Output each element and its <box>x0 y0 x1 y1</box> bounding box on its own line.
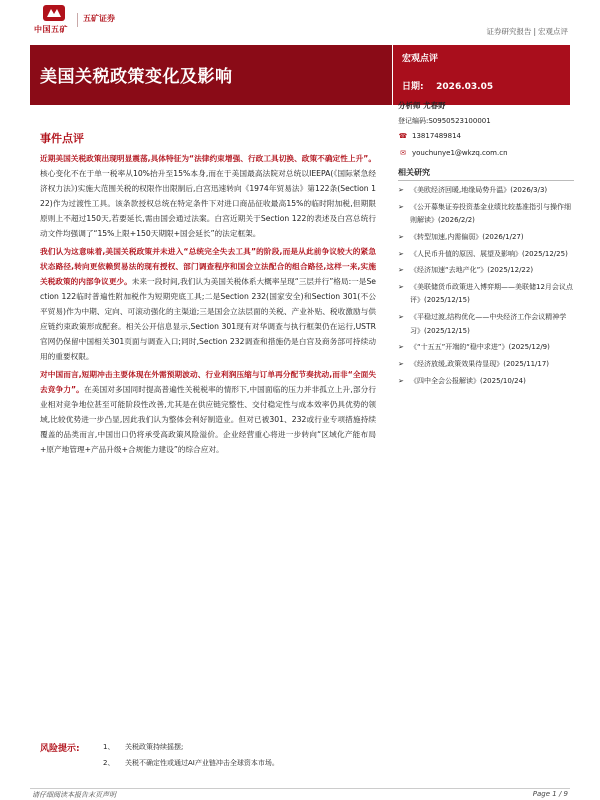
paragraph-1-body: 核心变化不在于单一税率从10%抬升至15%本身,而在于美国最高法院对总统以IEEPA(《国际紧急经济权力法》)实施大范围关税的权限作出限制后,白宫迅速转向《1974年贸易法》第122条(Section 122)作为过渡性工具。该条款授权总统在特定条件下对进口商品征收最高15%的临时附加税,但期限原则上不超过150天,若要延长,需由国会通过法案。白宫近期关于Section 122的表述及白宫总统行动文件均强调了“15%上限+150天期限+国会延长”的法定框架。 <box>40 169 376 238</box>
main-content <box>40 151 376 457</box>
report-category: 宏观点评 <box>538 27 568 36</box>
arrow-icon: ➢ <box>398 343 404 352</box>
risk-item-text: 关税政策持续摇摆; <box>125 743 184 751</box>
report-type: 证券研究报告 <box>486 27 532 36</box>
related-item[interactable]: ➢ 《转型加速,内需偏弱》(2026/1/27) <box>398 231 574 245</box>
risk-item <box>103 758 279 768</box>
meta-banner <box>393 45 570 105</box>
date-value: 2026.03.05 <box>436 82 494 92</box>
footer-divider <box>30 788 570 789</box>
analyst-name: 分析师 尤春野 <box>398 101 446 110</box>
arrow-icon: ➢ <box>398 376 404 385</box>
email-icon: ✉ <box>400 149 406 157</box>
risk-item-number: 2、 <box>103 759 115 767</box>
company-logo <box>30 4 140 34</box>
risk-item <box>103 742 183 752</box>
related-item[interactable]: ➢ 《平稳过渡,结构优化——中央经济工作会议精神学习》(2025/12/15) <box>398 313 567 335</box>
related-item[interactable]: ➢ 《美欧经济回暖,地缘局势升温》(2026/3/3) <box>398 184 574 198</box>
analyst-phone <box>398 132 461 140</box>
risk-item-text: 关税不确定性或通过AI产业链冲击全球资本市场。 <box>125 759 279 767</box>
paragraph-1 <box>40 151 376 241</box>
page-number: Page 1 / 9 <box>532 790 568 798</box>
related-item[interactable]: ➢ 《公开募集证券投资基金业绩比较基准指引与操作细则解读》(2026/2/2) <box>398 202 571 225</box>
analyst-email[interactable] <box>398 149 508 157</box>
related-item[interactable]: ➢ 《人民币升值的原因、展望及影响》(2025/12/25) <box>398 248 574 262</box>
phone-icon: ☎ <box>398 132 408 140</box>
related-research-title: 相关研究 <box>398 168 430 177</box>
email-address[interactable]: youchunye1@wkzq.com.cn <box>412 149 508 157</box>
header-separator: | <box>533 27 536 36</box>
arrow-icon: ➢ <box>398 266 404 275</box>
related-divider <box>398 180 574 181</box>
section-title: 事件点评 <box>40 132 84 145</box>
related-item[interactable]: ➢ 《四中全会公报解读》(2025/10/24) <box>398 375 574 389</box>
related-item[interactable]: ➢ 《经济放缓,政策效果待显现》(2025/11/17) <box>398 358 574 372</box>
related-item[interactable]: ➢ 《经济加速“去地产化”》(2025/12/22) <box>398 264 574 278</box>
logo-securities-name: 五矿证券 <box>83 14 115 23</box>
arrow-icon: ➢ <box>398 232 404 241</box>
meta-category: 宏观点评 <box>402 54 439 64</box>
report-date <box>402 79 493 92</box>
logo-group-name: 中国五矿 <box>34 25 68 34</box>
risk-label: 风险提示: <box>40 744 80 754</box>
related-research-list <box>398 184 574 391</box>
arrow-icon: ➢ <box>398 313 404 322</box>
report-type-label <box>486 26 568 37</box>
paragraph-3-body: 在美国对多国同时提高普遍性关税税率的情形下,中国面临的压力并非孤立上升,部分行业相对竞争地位甚至可能阶段性改善,尤其是在供应链完整性、交付稳定性与成本效率仍具优势的领域,比较优势进一步凸显,因此我们认为整体会利好制造业。但对已被301、232或行业专项措施持续覆盖的品类而言,中国出口仍将承受高政策风险溢价。企业经营重心将进一步转向“区域化产能布局+原产地管理+产品升级+合规能力建设”的综合应对。 <box>40 385 376 454</box>
paragraph-3 <box>40 367 376 457</box>
logo-divider <box>77 13 78 27</box>
arrow-icon: ➢ <box>398 186 404 194</box>
title-banner <box>30 45 392 105</box>
analyst-license: 登记编码:S0950523100001 <box>398 117 491 125</box>
paragraph-2-highlight: 我们认为这意味着,美国关税政策并未进入“总统完全失去工具”的阶段,而是从此前争议较大的紧急状态路径,转向更依赖贸易法的现有授权、部门调查程序和国会立法配合的组合路径,这样一来,实施关税政策的内部争议更少。 <box>40 247 376 286</box>
related-item[interactable]: ➢ 《美联储货币政策进入博弈期——美联储12月会议点评》(2025/12/15) <box>398 282 573 305</box>
arrow-icon: ➢ <box>398 282 404 291</box>
related-item[interactable]: ➢ 《“十五五”开端的“稳中求进”》(2025/12/9) <box>398 341 574 355</box>
phone-number: 13817489814 <box>412 132 461 140</box>
report-title: 美国关税政策变化及影响 <box>40 67 233 87</box>
risk-item-number: 1、 <box>103 743 115 751</box>
footer-disclaimer: 请仔细阅读本报告末页声明 <box>32 791 116 799</box>
paragraph-1-highlight: 近期美国关税政策出现明显震荡,具体特征为“法律约束增强、行政工具切换、政策不确定性上升”。 <box>40 154 376 163</box>
paragraph-3-highlight: 对中国而言,短期冲击主要体现在外需预期波动、行业利润压缩与订单再分配节奏扰动,而非“全面失去竞争力”。 <box>40 370 376 394</box>
arrow-icon: ➢ <box>398 202 404 211</box>
paragraph-2 <box>40 244 376 364</box>
minmetals-logo-icon <box>42 4 66 22</box>
date-label: 日期: <box>402 82 424 92</box>
arrow-icon: ➢ <box>398 360 404 368</box>
paragraph-2-body: 未来一段时间,我们认为美国关税体系大概率呈现“三层并行”格局:一是Section 122临时普遍性附加税作为短期兜底工具;二是Section 232(国家安全)和Section 301(不公平贸易)作为中期、定向、可滚动强化的主渠道;三是国会立法层面的关税、产业补贴、税收激励与供应链约束政策形成配套。相关公开信息显示,Section 301现有对华调查与执行框架仍在运行,USTR官网仍保留中国相关301页面与调查入口;同时,Section 232调查和措施仍是白宫及商务部可持续动用的重要权限。 <box>40 277 376 361</box>
arrow-icon: ➢ <box>398 249 404 258</box>
